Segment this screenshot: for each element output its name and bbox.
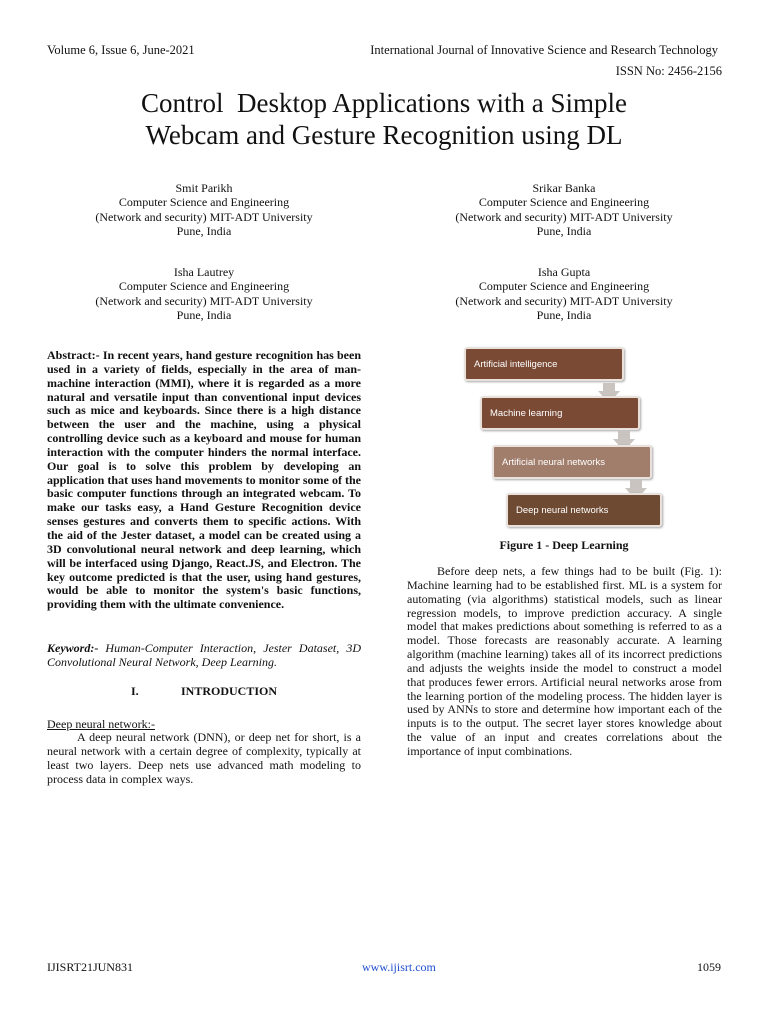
abstract: Abstract:- In recent years, hand gesture recognition has been used in a variety of fields, especially in the area of man-machine interaction (MMI), where it is regarded as a more natural and versatile input than conventional input devices such as mice and keyboards. Since there is a high distance between the user and the machine, using a physical controlling device such as a keyboard and mouse for human interaction with the computer hinders the normal interface. Our goal is to solve this problem by developing an application that uses hand movements to monitor some of the basic computer functions through an integrated webcam. To make our tasks easy, a Hand Gesture Recognition device senses gestures and converts them to specific actions. With the aid of the Jester dataset, a model can be created using a 3D convolutional neural network and deep learning, which will be interfaced using Django, React.JS, and Electron. The key outcome predicted is that the user, using hand gestures, would be able to monitor the system's basic functions, providing them with the ultimate convenience.	[47, 348, 361, 612]
section-heading	[47, 684, 361, 699]
author-block-1	[54, 181, 354, 238]
author-location: Pune, India	[536, 307, 592, 322]
author-name: Smit Parikh	[175, 181, 233, 195]
figure-box-label: Machine learning	[490, 407, 563, 419]
figure-box-ml	[480, 396, 640, 430]
footer-code: IJISRT21JUN831	[47, 960, 133, 974]
author-block-2	[414, 181, 714, 238]
arrow-stem-2	[618, 431, 630, 439]
author-dept: Computer Science and Engineering	[118, 279, 290, 294]
author-block-4	[414, 265, 714, 322]
keywords	[47, 642, 361, 670]
arrow-stem-3	[630, 480, 642, 488]
author-affiliation: (Network and security) MIT-ADT University	[95, 209, 313, 224]
figure-box-ann	[492, 445, 652, 479]
author-location: Pune, India	[176, 307, 232, 322]
deep-learning-figure	[462, 345, 664, 535]
author-dept: Computer Science and Engineering	[478, 279, 650, 294]
issn-number: ISSN No: 2456-2156	[615, 64, 722, 78]
volume-info: Volume 6, Issue 6, June-2021	[47, 43, 195, 57]
title-line-2: Webcam and Gesture Recognition using DL	[145, 120, 623, 150]
figure-caption: Figure 1 - Deep Learning	[499, 538, 629, 552]
figure-box-label: Deep neural networks	[516, 504, 609, 516]
journal-name: International Journal of Innovative Science and Research Technology	[370, 43, 718, 57]
body-paragraph: Before deep nets, a few things had to be built (Fig. 1): Machine learning had to be established first. ML is a system for automating (via algorithms) statistical models, such as linear regression models, to improve prediction accuracy. A single model that makes predictions about something is referred to as a model. Those forecasts are reasonably accurate. A learning algorithm (machine learning) takes all of its incorrect predictions and adjusts the weights inside the model to construct a model that produces fewer errors. Artificial neural networks arose from the learning portion of the modeling process. The hidden layer is used by ANNs to store and determine how important each of the inputs is to the output. The secret layer stores knowledge about the value of an input and creates correlations about the importance of input combinations.	[407, 564, 722, 758]
author-name: Isha Gupta	[537, 265, 591, 279]
author-block-3	[54, 265, 354, 322]
figure-box-label: Artificial intelligence	[474, 358, 558, 370]
arrow-stem-1	[603, 383, 615, 391]
author-location: Pune, India	[536, 223, 592, 238]
section-title: INTRODUCTION	[180, 684, 277, 698]
title-line-1: Control Desktop Applications with a Simple	[141, 88, 627, 118]
author-affiliation: (Network and security) MIT-ADT University	[455, 293, 673, 308]
author-name: Srikar Banka	[532, 181, 596, 195]
section-number: I.	[130, 684, 139, 698]
paper-title	[0, 87, 768, 151]
intro-paragraph: A deep neural network (DNN), or deep net for short, is a neural network with a certain degree of complexity, typically at least two layers. Deep nets use advanced math modeling to process data in complex ways.	[47, 730, 361, 786]
keywords-text: Human-Computer Interaction, Jester Dataset, 3D Convolutional Neural Network, Deep Learning.	[47, 641, 362, 669]
author-dept: Computer Science and Engineering	[118, 195, 290, 210]
author-affiliation: (Network and security) MIT-ADT University	[455, 209, 673, 224]
figure-box-label: Artificial neural networks	[502, 456, 605, 468]
author-location: Pune, India	[176, 223, 232, 238]
author-name: Isha Lautrey	[173, 265, 235, 279]
keywords-label: Keyword:-	[47, 641, 99, 655]
author-affiliation: (Network and security) MIT-ADT University	[95, 293, 313, 308]
figure-box-ai	[464, 347, 624, 381]
author-dept: Computer Science and Engineering	[478, 195, 650, 210]
figure-box-dnn	[506, 493, 662, 527]
subsection-heading: Deep neural network:-	[47, 717, 155, 731]
footer-url-link[interactable]: www.ijisrt.com	[362, 960, 436, 974]
page-number: 1059	[697, 960, 721, 974]
